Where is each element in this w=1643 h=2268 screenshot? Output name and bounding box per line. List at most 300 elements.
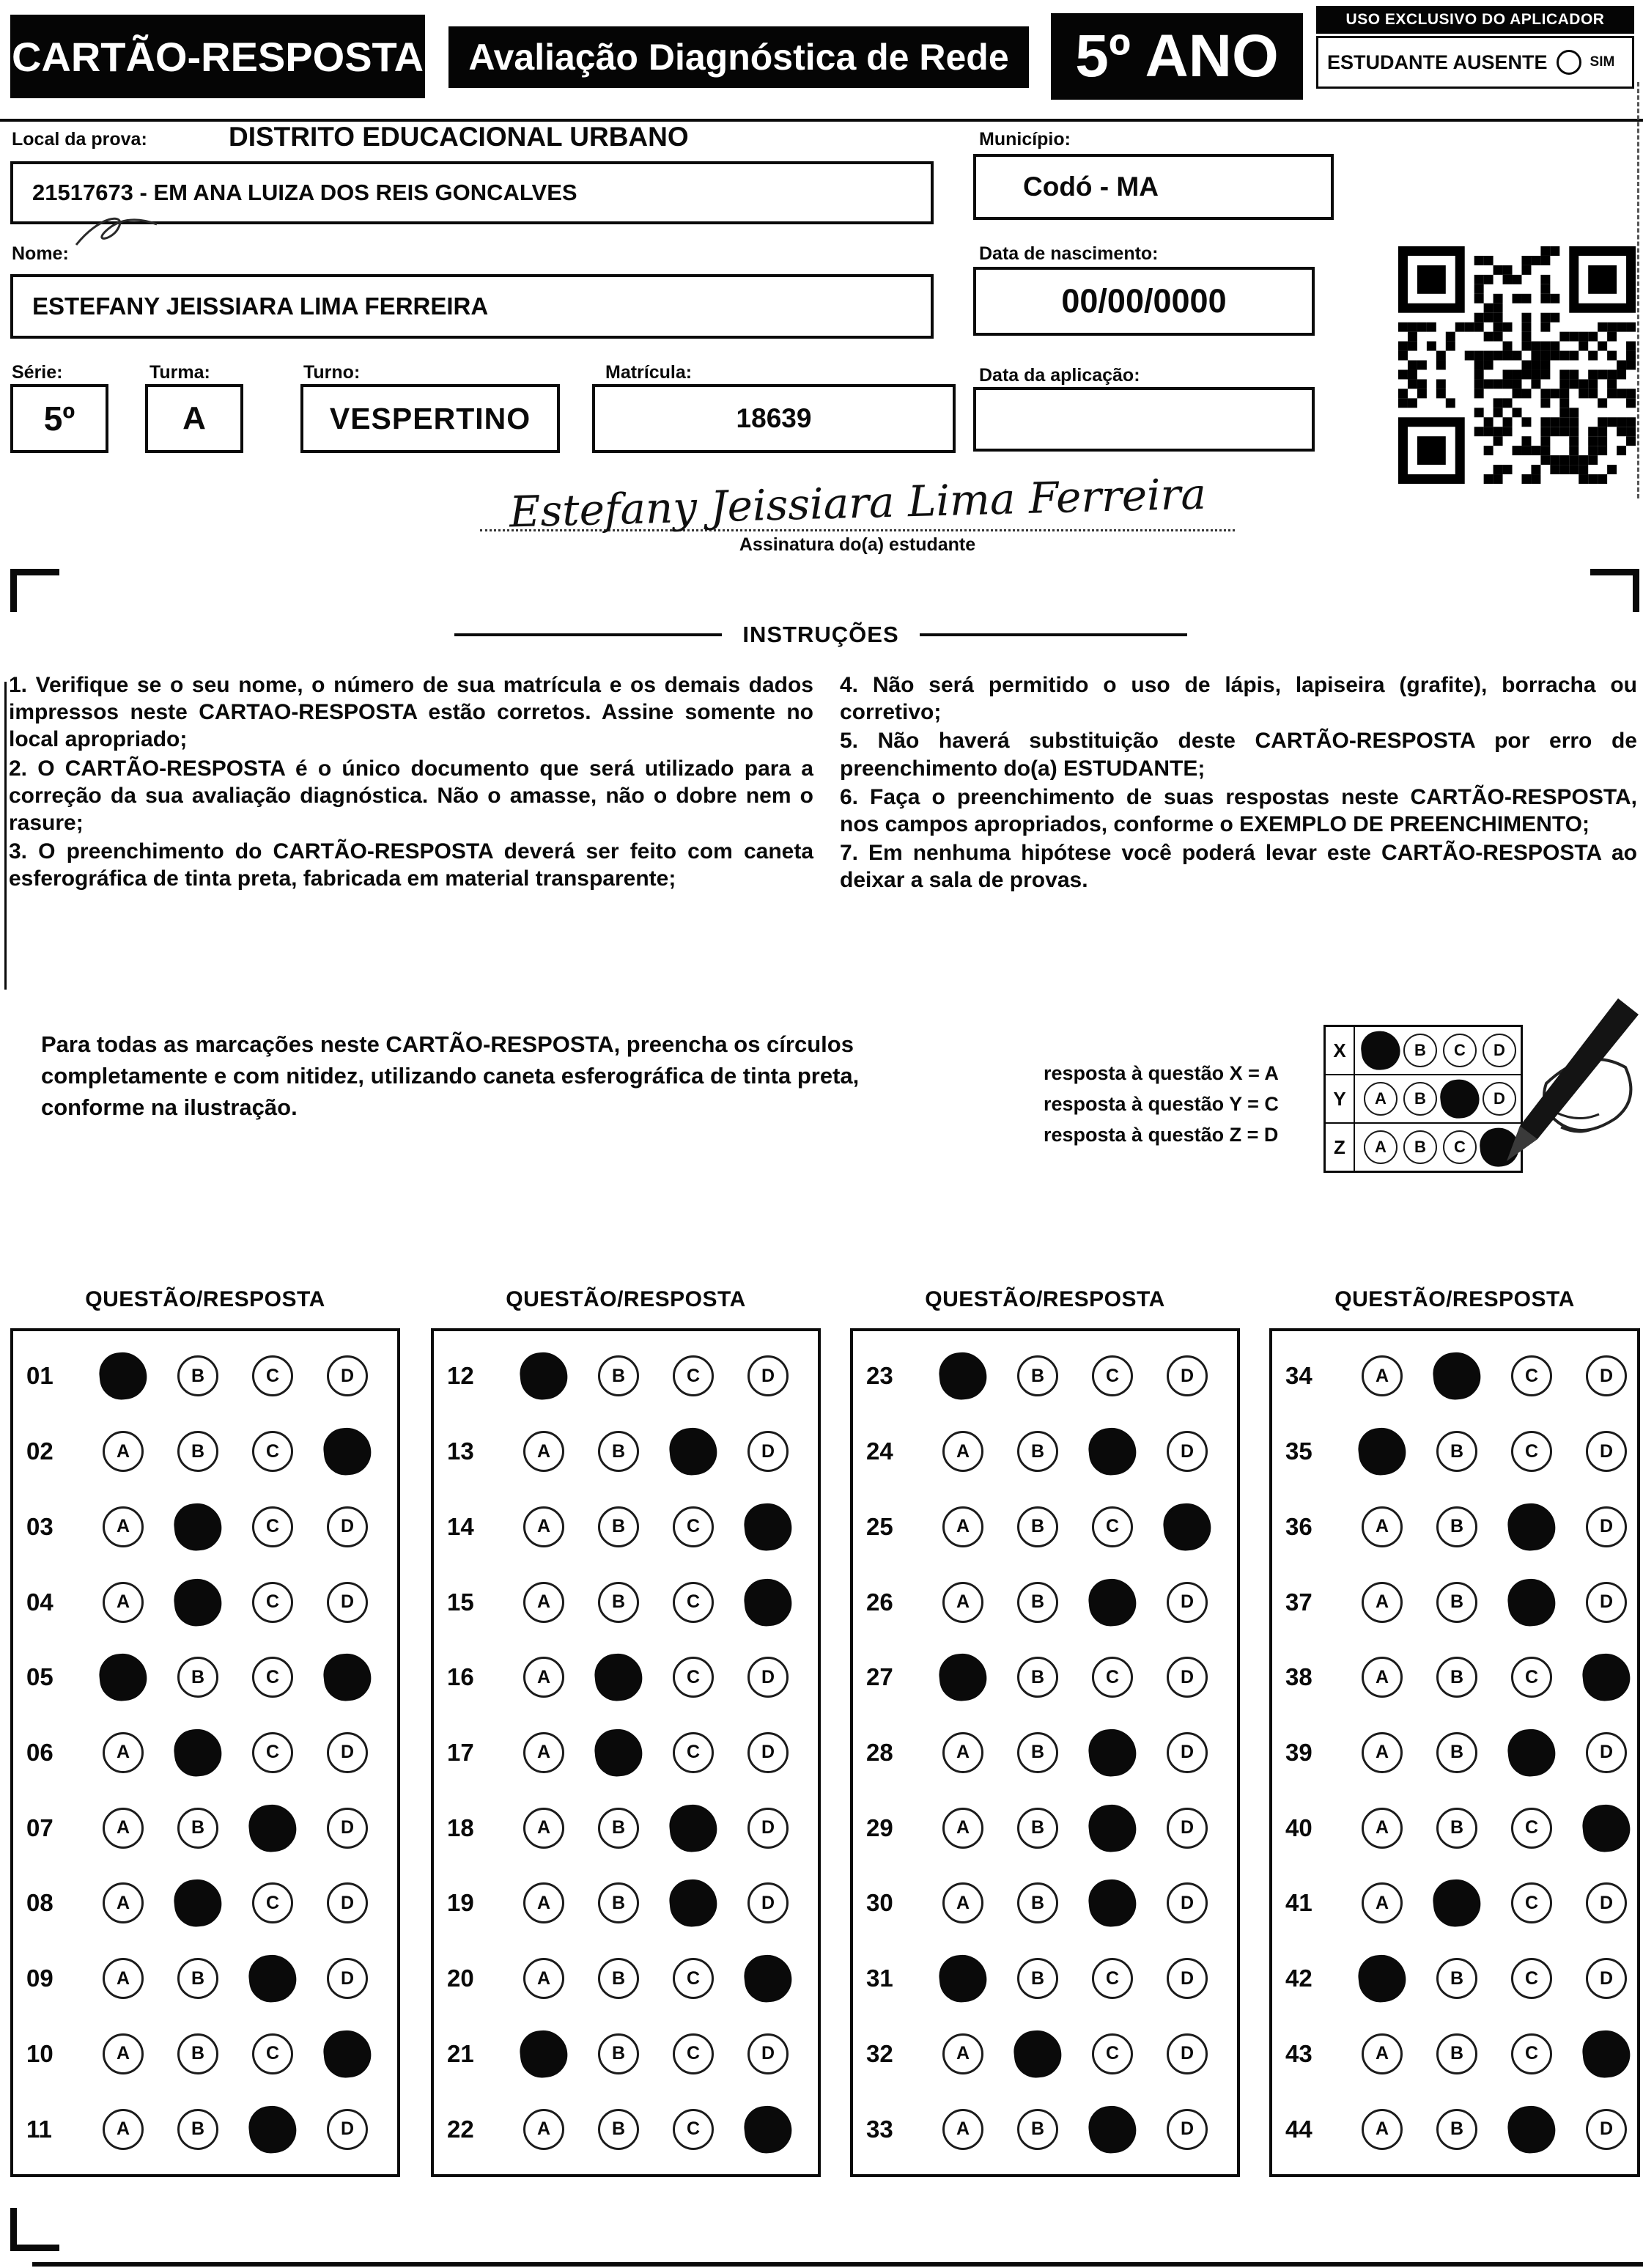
answer-bubble-04-B[interactable] [172,1576,224,1628]
answer-bubble-07-D[interactable]: D [327,1808,368,1849]
answer-bubble-02-A[interactable]: A [103,1431,144,1472]
answer-bubble-36-B[interactable]: B [1436,1506,1477,1547]
answer-bubble-25-B[interactable]: B [1017,1506,1058,1547]
answer-bubble-13-C[interactable] [668,1426,720,1478]
answer-bubble-27-D[interactable]: D [1167,1657,1208,1698]
example-row-Z [1326,1124,1521,1171]
answer-bubble-39-D[interactable]: D [1586,1732,1627,1773]
question-row-14 [434,1506,818,1547]
answer-bubble-42-D[interactable]: D [1586,1958,1627,1999]
answer-bubble-10-B[interactable]: B [177,2033,218,2074]
answer-bubble-38-D[interactable] [1581,1652,1633,1704]
answer-bubble-27-A[interactable] [937,1652,989,1704]
question-row-06 [13,1732,397,1773]
answer-bubble-28-B[interactable]: B [1017,1732,1058,1773]
answer-bubble-26-A[interactable]: A [942,1582,983,1623]
answer-bubble-25-C[interactable]: C [1092,1506,1133,1547]
answer-bubble-24-C[interactable] [1087,1426,1139,1478]
question-row-23 [853,1355,1237,1396]
question-row-44 [1272,2109,1637,2150]
answer-bubble-20-D[interactable] [742,1953,794,2005]
question-row-27 [853,1657,1237,1698]
example-bubble-X-C: C [1443,1034,1477,1067]
answer-bubble-15-A[interactable]: A [523,1582,564,1623]
question-row-24 [853,1431,1237,1472]
question-row-30 [853,1882,1237,1923]
question-row-35 [1272,1431,1637,1472]
answer-column-box-4 [1269,1328,1640,2177]
answer-bubble-39-A[interactable]: A [1362,1732,1403,1773]
question-row-04 [13,1582,397,1623]
answer-bubble-42-B[interactable]: B [1436,1958,1477,1999]
answer-bubble-05-D[interactable] [322,1652,374,1704]
answer-bubble-07-B[interactable]: B [177,1808,218,1849]
answer-bubble-11-D[interactable]: D [327,2109,368,2150]
serie-field: 5º [10,384,108,453]
example-bubble-X-B: B [1403,1034,1437,1067]
answer-bubble-32-C[interactable]: C [1092,2033,1133,2074]
example-row-label: Y [1326,1075,1355,1122]
example-legend-x: resposta à questão X = A [1044,1062,1279,1084]
answer-bubble-37-A[interactable]: A [1362,1582,1403,1623]
answer-bubble-35-C[interactable]: C [1511,1431,1552,1472]
answer-bubble-43-B[interactable]: B [1436,2033,1477,2074]
question-number: 06 [26,1738,53,1766]
answer-bubble-17-C[interactable]: C [673,1732,714,1773]
nascimento-label: Data de nascimento: [979,243,1159,264]
question-row-01 [13,1355,397,1396]
title-rule-left [454,633,722,636]
answer-bubble-44-C[interactable] [1506,2103,1558,2155]
answer-bubble-29-A[interactable]: A [942,1808,983,1849]
absent-label: ESTUDANTE AUSENTE [1327,51,1548,73]
answer-bubble-07-C[interactable] [247,1802,299,1854]
answer-bubble-18-C[interactable] [668,1802,720,1854]
answer-bubble-12-D[interactable]: D [747,1355,789,1396]
answer-bubble-06-C[interactable]: C [252,1732,293,1773]
answer-bubble-13-D[interactable]: D [747,1431,789,1472]
local-value: DISTRITO EDUCACIONAL URBANO [229,122,689,152]
answer-bubble-16-A[interactable]: A [523,1657,564,1698]
answer-bubble-11-B[interactable]: B [177,2109,218,2150]
question-number: 09 [26,1965,53,1992]
answer-bubble-44-D[interactable]: D [1586,2109,1627,2150]
answer-bubble-18-A[interactable]: A [523,1808,564,1849]
answer-bubble-16-D[interactable]: D [747,1657,789,1698]
question-number: 40 [1285,1814,1312,1841]
answer-bubble-05-B[interactable]: B [177,1657,218,1698]
answer-bubble-40-D[interactable] [1581,1802,1633,1854]
question-number: 14 [447,1512,474,1540]
question-row-43 [1272,2033,1637,2074]
example-row-X [1326,1027,1521,1075]
question-row-18 [434,1808,818,1849]
answer-bubble-38-B[interactable]: B [1436,1657,1477,1698]
answer-bubble-34-C[interactable]: C [1511,1355,1552,1396]
answer-bubble-07-A[interactable]: A [103,1808,144,1849]
question-number: 10 [26,2039,53,2067]
page-left-edge [4,682,7,990]
question-number: 12 [447,1362,474,1390]
question-number: 26 [866,1588,893,1616]
example-legend [1044,1058,1279,1151]
answer-bubble-23-B[interactable]: B [1017,1355,1058,1396]
question-row-10 [13,2033,397,2074]
answer-bubble-31-D[interactable]: D [1167,1958,1208,1999]
answer-bubble-15-B[interactable]: B [598,1582,639,1623]
question-number: 38 [1285,1663,1312,1691]
answer-bubble-22-B[interactable]: B [598,2109,639,2150]
example-bubble-Y-D: D [1483,1082,1516,1116]
question-number: 20 [447,1965,474,1992]
question-row-42 [1272,1958,1637,1999]
answer-bubble-09-B[interactable]: B [177,1958,218,1999]
applicator-bar: USO EXCLUSIVO DO APLICADOR [1316,6,1634,34]
instruction-item-5: 5. Não haverá substituição deste CARTÃO-RESPOSTA por erro de preenchimento do(a) ESTUDANTE; [840,729,1637,781]
answer-bubble-34-B[interactable] [1431,1350,1483,1402]
question-row-32 [853,2033,1237,2074]
answer-bubble-39-C[interactable] [1506,1727,1558,1779]
question-row-21 [434,2033,818,2074]
answer-bubble-33-C[interactable] [1087,2103,1139,2155]
answer-bubble-18-D[interactable]: D [747,1808,789,1849]
municipio-label: Município: [979,129,1071,150]
instruction-item-4: 4. Não será permitido o uso de lápis, lapiseira (grafite), borracha ou corretivo; [840,673,1637,725]
answer-bubble-15-D[interactable] [742,1576,794,1628]
answer-bubble-20-B[interactable]: B [598,1958,639,1999]
question-number: 08 [26,1889,53,1917]
question-row-15 [434,1582,818,1623]
answer-column-4 [1269,1287,1640,2177]
absent-bubble[interactable] [1557,50,1581,75]
answer-bubble-37-B[interactable]: B [1436,1582,1477,1623]
nome-field: ESTEFANY JEISSIARA LIMA FERREIRA [10,274,934,339]
matricula-label: Matrícula: [605,362,693,383]
question-number: 15 [447,1588,474,1616]
answer-bubble-34-D[interactable]: D [1586,1355,1627,1396]
answer-bubble-20-C[interactable]: C [673,1958,714,1999]
question-number: 36 [1285,1512,1312,1540]
answer-bubble-17-A[interactable]: A [523,1732,564,1773]
answer-bubble-19-D[interactable]: D [747,1882,789,1923]
question-row-25 [853,1506,1237,1547]
answer-bubble-05-A[interactable] [97,1652,149,1704]
aplicacao-label: Data da aplicação: [979,365,1140,386]
school-field: 21517673 - EM ANA LUIZA DOS REIS GONCALVES [10,161,934,224]
answer-bubble-08-B[interactable] [172,1877,224,1929]
answer-bubble-41-D[interactable]: D [1586,1882,1627,1923]
question-row-41 [1272,1882,1637,1923]
student-absent-box [1316,36,1634,89]
question-row-28 [853,1732,1237,1773]
turma-label: Turma: [149,362,210,383]
answer-bubble-30-B[interactable]: B [1017,1882,1058,1923]
answer-bubble-26-D[interactable]: D [1167,1582,1208,1623]
answer-bubble-03-A[interactable]: A [103,1506,144,1547]
answer-bubble-44-B[interactable]: B [1436,2109,1477,2150]
answer-bubble-21-D[interactable]: D [747,2033,789,2074]
turma-field: A [145,384,243,453]
question-row-13 [434,1431,818,1472]
answer-bubble-33-A[interactable]: A [942,2109,983,2150]
answer-bubble-06-B[interactable] [172,1727,224,1779]
question-row-36 [1272,1506,1637,1547]
registration-mark-top-right [1590,569,1639,612]
question-row-20 [434,1958,818,1999]
answer-bubble-34-A[interactable]: A [1362,1355,1403,1396]
answer-bubble-11-C[interactable] [247,2103,299,2155]
question-row-08 [13,1882,397,1923]
question-number: 11 [26,2115,52,2143]
answer-bubble-03-D[interactable]: D [327,1506,368,1547]
serie-label: Série: [12,362,63,383]
question-number: 39 [1285,1738,1312,1766]
aplicacao-field[interactable] [973,387,1315,452]
answer-bubble-23-C[interactable]: C [1092,1355,1133,1396]
answer-bubble-44-A[interactable]: A [1362,2109,1403,2150]
question-number: 27 [866,1663,893,1691]
answer-bubble-28-A[interactable]: A [942,1732,983,1773]
question-row-38 [1272,1657,1637,1698]
answer-bubble-12-A[interactable] [518,1350,570,1402]
answer-bubble-14-C[interactable]: C [673,1506,714,1547]
turno-field: VESPERTINO [300,384,560,453]
matricula-field: 18639 [592,384,956,453]
answer-bubble-02-B[interactable]: B [177,1431,218,1472]
answer-bubble-31-A[interactable] [937,1953,989,2005]
answer-bubble-43-C[interactable]: C [1511,2033,1552,2074]
answer-bubble-09-A[interactable]: A [103,1958,144,1999]
answer-bubble-03-B[interactable] [172,1501,224,1553]
answer-bubble-39-B[interactable]: B [1436,1732,1477,1773]
example-legend-y: resposta à questão Y = C [1044,1092,1279,1115]
answer-bubble-40-C[interactable]: C [1511,1808,1552,1849]
answer-bubble-16-C[interactable]: C [673,1657,714,1698]
answer-bubble-36-C[interactable] [1506,1501,1558,1553]
question-number: 32 [866,2039,893,2067]
example-row-label: Z [1326,1124,1355,1171]
answer-bubble-36-D[interactable]: D [1586,1506,1627,1547]
answer-bubble-40-A[interactable]: A [1362,1808,1403,1849]
question-number: 25 [866,1512,893,1540]
answer-bubble-17-B[interactable] [593,1727,645,1779]
answer-bubble-22-D[interactable] [742,2103,794,2155]
answer-column-box-3 [850,1328,1240,2177]
answer-bubble-37-D[interactable]: D [1586,1582,1627,1623]
answer-bubble-41-A[interactable]: A [1362,1882,1403,1923]
answer-bubble-20-A[interactable]: A [523,1958,564,1999]
question-row-33 [853,2109,1237,2150]
answer-bubble-33-B[interactable]: B [1017,2109,1058,2150]
question-row-11 [13,2109,397,2150]
answer-bubble-24-A[interactable]: A [942,1431,983,1472]
answer-bubble-22-C[interactable]: C [673,2109,714,2150]
question-number: 22 [447,2115,474,2143]
answer-bubble-06-D[interactable]: D [327,1732,368,1773]
signature-area [454,468,1260,556]
answer-bubble-12-B[interactable]: B [598,1355,639,1396]
answer-bubble-40-B[interactable]: B [1436,1808,1477,1849]
question-row-40 [1272,1808,1637,1849]
answer-bubble-27-B[interactable]: B [1017,1657,1058,1698]
answer-bubble-22-A[interactable]: A [523,2109,564,2150]
answer-bubble-35-D[interactable]: D [1586,1431,1627,1472]
answer-bubble-04-C[interactable]: C [252,1582,293,1623]
handwritten-mark [70,211,166,249]
answer-column-3 [850,1287,1240,2177]
answer-bubble-12-C[interactable]: C [673,1355,714,1396]
answer-bubble-23-A[interactable] [937,1350,989,1402]
answer-bubble-31-C[interactable]: C [1092,1958,1133,1999]
answer-bubble-24-D[interactable]: D [1167,1431,1208,1472]
example-bubble-Z-C: C [1443,1130,1477,1164]
answer-bubble-29-B[interactable]: B [1017,1808,1058,1849]
answer-bubble-05-C[interactable]: C [252,1657,293,1698]
answer-bubble-35-B[interactable]: B [1436,1431,1477,1472]
answer-bubble-19-C[interactable] [668,1877,720,1929]
answer-bubble-02-C[interactable]: C [252,1431,293,1472]
answer-bubble-09-D[interactable]: D [327,1958,368,1999]
answer-bubble-01-D[interactable]: D [327,1355,368,1396]
question-number: 37 [1285,1588,1312,1616]
answer-bubble-42-C[interactable]: C [1511,1958,1552,1999]
answer-bubble-33-D[interactable]: D [1167,2109,1208,2150]
exam-title: Avaliação Diagnóstica de Rede [448,26,1029,88]
answer-bubble-29-C[interactable] [1087,1802,1139,1854]
question-row-39 [1272,1732,1637,1773]
answer-bubble-24-B[interactable]: B [1017,1431,1058,1472]
answer-bubble-43-A[interactable]: A [1362,2033,1403,2074]
answer-bubble-38-C[interactable]: C [1511,1657,1552,1698]
answer-bubble-32-D[interactable]: D [1167,2033,1208,2074]
answer-bubble-28-D[interactable]: D [1167,1732,1208,1773]
answer-bubble-13-B[interactable]: B [598,1431,639,1472]
answer-bubble-08-D[interactable]: D [327,1882,368,1923]
answer-bubble-43-D[interactable] [1581,2028,1633,2080]
answer-bubble-28-C[interactable] [1087,1727,1139,1779]
answer-bubble-19-B[interactable]: B [598,1882,639,1923]
example-bubble-Y-C [1439,1078,1481,1120]
answer-bubble-37-C[interactable] [1506,1576,1558,1628]
question-number: 44 [1285,2115,1312,2143]
instruction-item-7: 7. Em nenhuma hipótese você poderá levar este CARTÃO-RESPOSTA ao deixar a sala de provas. [840,841,1637,893]
question-number: 03 [26,1512,53,1540]
answer-bubble-26-C[interactable] [1087,1576,1139,1628]
example-bubble-Z-A: A [1364,1130,1398,1164]
example-legend-z: resposta à questão Z = D [1044,1123,1279,1146]
answer-bubble-13-A[interactable]: A [523,1431,564,1472]
question-row-09 [13,1958,397,1999]
qr-code [1398,246,1636,484]
question-row-07 [13,1808,397,1849]
answer-bubble-35-A[interactable] [1356,1426,1408,1478]
answer-bubble-25-A[interactable]: A [942,1506,983,1547]
question-number: 33 [866,2115,893,2143]
answer-bubble-01-A[interactable] [97,1350,149,1402]
answer-bubble-15-C[interactable]: C [673,1582,714,1623]
answer-bubble-41-C[interactable]: C [1511,1882,1552,1923]
answer-bubble-29-D[interactable]: D [1167,1808,1208,1849]
question-number: 21 [447,2039,474,2067]
answer-bubble-04-A[interactable]: A [103,1582,144,1623]
local-label: Local da prova: [12,129,147,150]
question-number: 05 [26,1663,53,1691]
answer-bubble-30-D[interactable]: D [1167,1882,1208,1923]
answer-bubble-17-D[interactable]: D [747,1732,789,1773]
answer-bubble-01-C[interactable]: C [252,1355,293,1396]
question-row-34 [1272,1355,1637,1396]
question-number: 42 [1285,1965,1312,1992]
answer-bubble-03-C[interactable]: C [252,1506,293,1547]
answer-bubble-30-A[interactable]: A [942,1882,983,1923]
question-number: 04 [26,1588,53,1616]
answer-bubble-10-C[interactable]: C [252,2033,293,2074]
question-row-05 [13,1657,397,1698]
answer-bubble-23-D[interactable]: D [1167,1355,1208,1396]
question-row-37 [1272,1582,1637,1623]
question-number: 29 [866,1814,893,1841]
answer-bubble-21-C[interactable]: C [673,2033,714,2074]
perforation-dashed-line [1637,82,1639,498]
answer-bubble-14-A[interactable]: A [523,1506,564,1547]
absent-option-label: SIM [1590,54,1615,70]
answer-bubble-25-D[interactable] [1162,1501,1214,1553]
answer-bubble-06-A[interactable]: A [103,1732,144,1773]
answer-bubble-41-B[interactable] [1431,1877,1483,1929]
page-bottom-edge [32,2262,1643,2267]
answer-bubble-11-A[interactable]: A [103,2109,144,2150]
question-number: 19 [447,1889,474,1917]
answer-bubble-32-B[interactable] [1012,2028,1064,2080]
question-row-29 [853,1808,1237,1849]
answer-bubble-31-B[interactable]: B [1017,1958,1058,1999]
answer-bubble-30-C[interactable] [1087,1877,1139,1929]
nascimento-field: 00/00/0000 [973,267,1315,336]
answer-column-1 [10,1287,400,2177]
nome-label: Nome: [12,243,69,264]
question-number: 07 [26,1814,53,1841]
answer-bubble-18-B[interactable]: B [598,1808,639,1849]
student-signature: Estefany Jeissiara Lima Ferreira [508,468,1207,537]
question-row-19 [434,1882,818,1923]
answer-bubble-21-B[interactable]: B [598,2033,639,2074]
answer-bubble-01-B[interactable]: B [177,1355,218,1396]
example-bubble-Y-A: A [1364,1082,1398,1116]
answer-bubble-09-C[interactable] [247,1953,299,2005]
answer-bubble-14-B[interactable]: B [598,1506,639,1547]
answer-bubble-14-D[interactable] [742,1501,794,1553]
answer-bubble-32-A[interactable]: A [942,2033,983,2074]
answer-bubble-21-A[interactable] [518,2028,570,2080]
answer-bubble-38-A[interactable]: A [1362,1657,1403,1698]
answer-bubble-27-C[interactable]: C [1092,1657,1133,1698]
example-bubble-X-A [1359,1029,1402,1072]
answer-bubble-19-A[interactable]: A [523,1882,564,1923]
answer-bubble-08-A[interactable]: A [103,1882,144,1923]
answer-bubble-16-B[interactable] [593,1652,645,1704]
answer-bubble-36-A[interactable]: A [1362,1506,1403,1547]
answer-bubble-10-A[interactable]: A [103,2033,144,2074]
answer-bubble-42-A[interactable] [1356,1953,1408,2005]
answer-bubble-02-D[interactable] [322,1426,374,1478]
answer-bubble-08-C[interactable]: C [252,1882,293,1923]
question-number: 23 [866,1362,893,1390]
card-title: CARTÃO-RESPOSTA [10,15,425,98]
answer-bubble-26-B[interactable]: B [1017,1582,1058,1623]
answer-column-header: QUESTÃO/RESPOSTA [506,1287,746,1311]
answer-bubble-10-D[interactable] [322,2028,374,2080]
answer-bubble-04-D[interactable]: D [327,1582,368,1623]
